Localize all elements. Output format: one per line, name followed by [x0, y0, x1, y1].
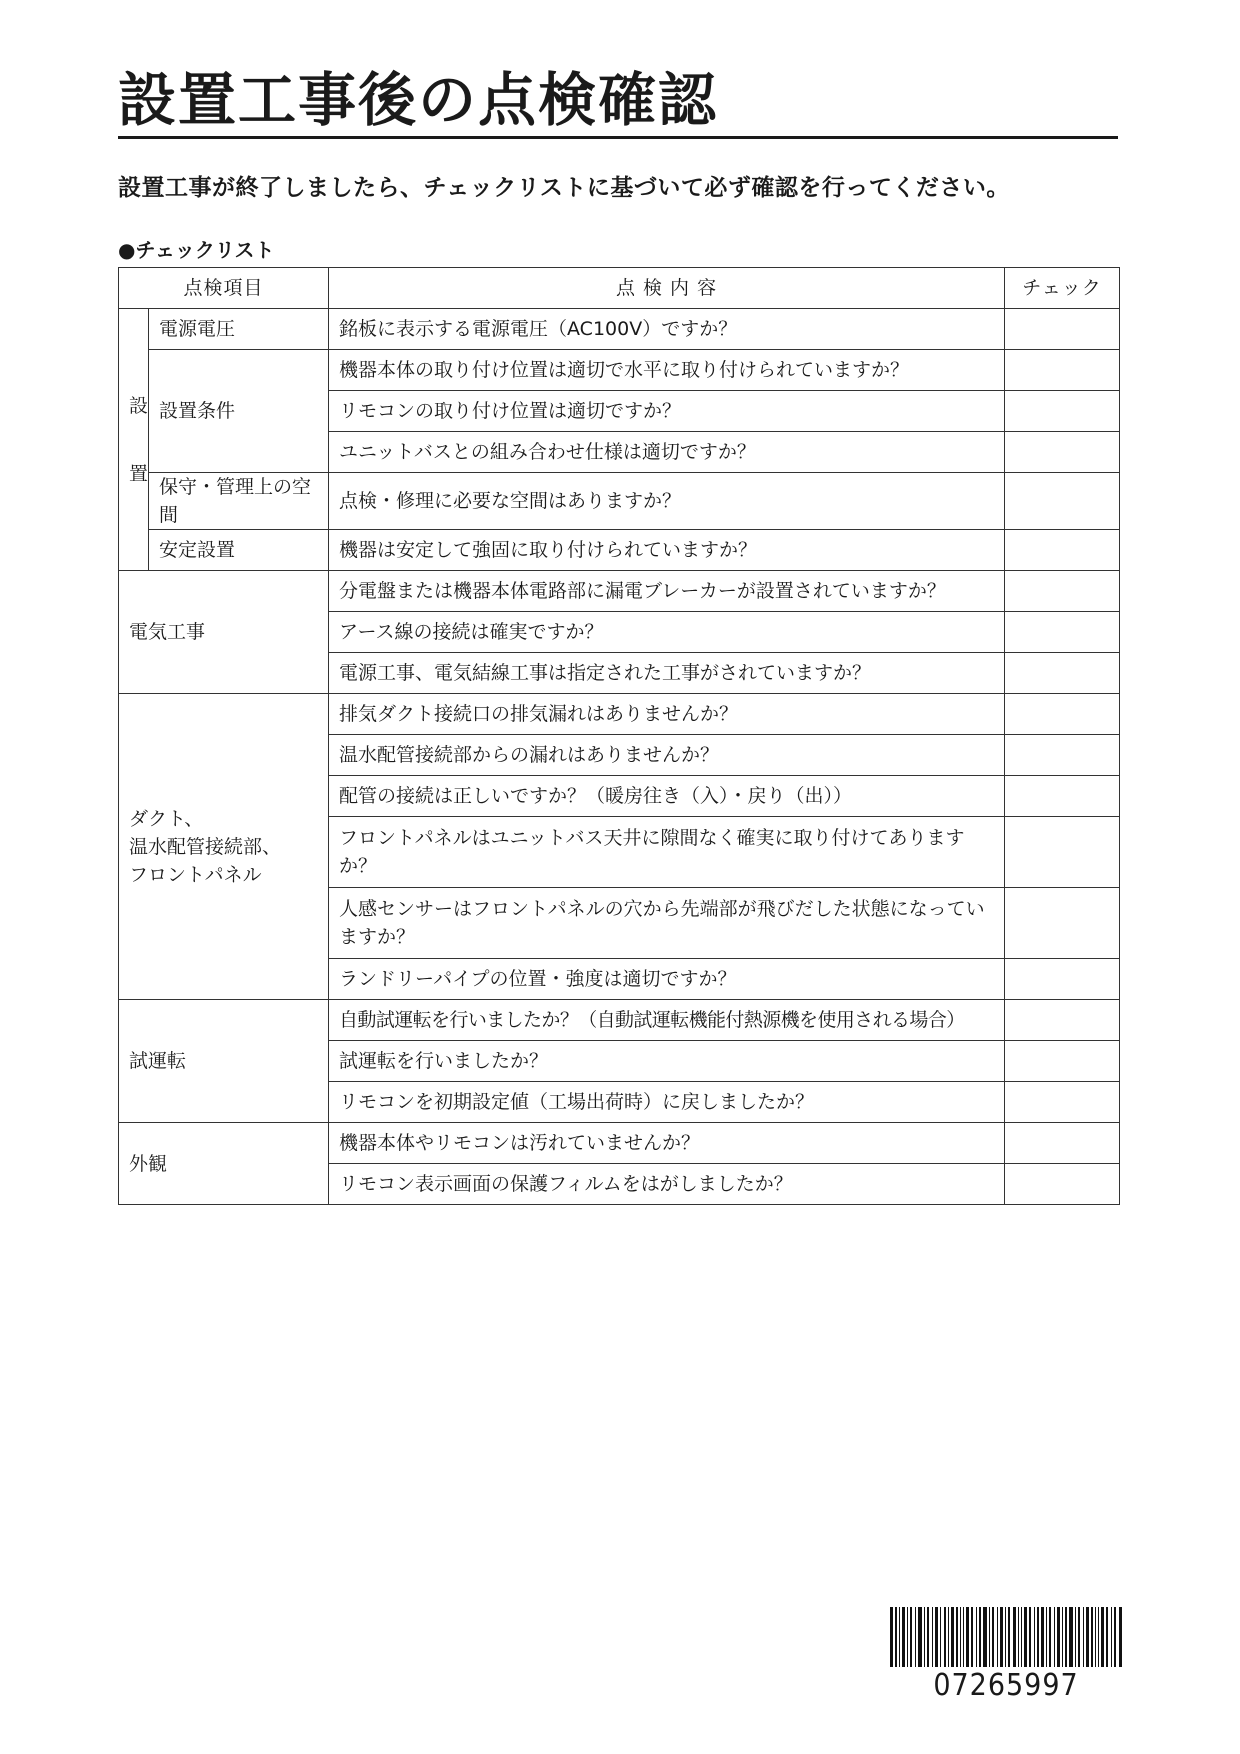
check-item-text: 排気ダクト接続口の排気漏れはありませんか？: [329, 694, 1005, 735]
checklist-table: [118, 267, 1120, 1205]
table-row: [119, 350, 1120, 391]
check-item-text: 電源工事、電気結線工事は指定された工事がされていますか？: [329, 653, 1005, 694]
subcategory-label: 電源電圧: [149, 309, 329, 350]
check-item-text: 機器本体やリモコンは汚れていませんか？: [329, 1123, 1005, 1164]
check-box-cell[interactable]: [1005, 1123, 1120, 1164]
table-row: [119, 1000, 1120, 1041]
check-item-text: 機器は安定して強固に取り付けられていますか？: [329, 530, 1005, 571]
check-box-cell[interactable]: [1005, 1000, 1120, 1041]
category-duct-line: フロントパネル: [129, 863, 262, 886]
table-row: [119, 1123, 1120, 1164]
category-electrical: 電気工事: [119, 571, 329, 694]
check-box-cell[interactable]: [1005, 612, 1120, 653]
check-item-text: 点検・修理に必要な空間はありますか？: [329, 473, 1005, 530]
subcategory-label: 設置条件: [149, 350, 329, 473]
table-row: [119, 473, 1120, 530]
category-duct: [119, 694, 329, 1000]
category-test-run: 試運転: [119, 1000, 329, 1123]
category-duct-line: 温水配管接続部、: [129, 835, 282, 858]
check-item-text: アース線の接続は確実ですか？: [329, 612, 1005, 653]
check-box-cell[interactable]: [1005, 817, 1120, 888]
check-box-cell[interactable]: [1005, 473, 1120, 530]
page-title: 設置工事後の点検確認: [118, 66, 719, 134]
category-appearance: 外観: [119, 1123, 329, 1205]
check-item-text: ランドリーパイプの位置・強度は適切ですか？: [329, 959, 1005, 1000]
check-item-text: 人感センサーはフロントパネルの穴から先端部が飛びだした状態になっていますか？: [329, 888, 1005, 959]
check-item-text: 配管の接続は正しいですか？（暖房往き（入）・戻り（出））: [329, 776, 1005, 817]
check-box-cell[interactable]: [1005, 959, 1120, 1000]
intro-text: 設置工事が終了しましたら、チェックリストに基づいて必ず確認を行ってください。: [118, 175, 1010, 201]
header-item: 点検項目: [119, 268, 329, 309]
check-item-text: 温水配管接続部からの漏れはありませんか？: [329, 735, 1005, 776]
subcategory-label: 保守・管理上の空間: [149, 473, 329, 530]
check-item-text: リモコン表示画面の保護フィルムをはがしましたか？: [329, 1164, 1005, 1205]
check-box-cell[interactable]: [1005, 391, 1120, 432]
category-setting: [119, 309, 149, 571]
category-setting-char: 設: [129, 394, 149, 417]
check-item-text: 分電盤または機器本体電路部に漏電ブレーカーが設置されていますか？: [329, 571, 1005, 612]
check-item-text: リモコンを初期設定値（工場出荷時）に戻しましたか？: [329, 1082, 1005, 1123]
header-check: チェック: [1005, 268, 1120, 309]
check-item-text: 機器本体の取り付け位置は適切で水平に取り付けられていますか？: [329, 350, 1005, 391]
check-box-cell[interactable]: [1005, 735, 1120, 776]
barcode-graphic: [890, 1607, 1122, 1667]
check-box-cell[interactable]: [1005, 653, 1120, 694]
table-row: [119, 694, 1120, 735]
checklist-heading: ●チェックリスト: [118, 238, 275, 262]
check-item-text: 銘板に表示する電源電圧（AC100V）ですか？: [329, 309, 1005, 350]
category-duct-line: ダクト、: [129, 807, 204, 830]
check-box-cell[interactable]: [1005, 888, 1120, 959]
table-header-row: [119, 268, 1120, 309]
check-box-cell[interactable]: [1005, 571, 1120, 612]
check-box-cell[interactable]: [1005, 350, 1120, 391]
check-box-cell[interactable]: [1005, 530, 1120, 571]
check-box-cell[interactable]: [1005, 1082, 1120, 1123]
title-divider: [118, 136, 1118, 139]
check-box-cell[interactable]: [1005, 432, 1120, 473]
check-item-text: 自動試運転を行いましたか？（自動試運転機能付熱源機を使用される場合）: [329, 1000, 1005, 1041]
check-item-text: 試運転を行いましたか？: [329, 1041, 1005, 1082]
table-row: [119, 571, 1120, 612]
check-box-cell[interactable]: [1005, 776, 1120, 817]
check-box-cell[interactable]: [1005, 694, 1120, 735]
check-box-cell[interactable]: [1005, 309, 1120, 350]
check-item-text: フロントパネルはユニットバス天井に隙間なく確実に取り付けてありますか？: [329, 817, 1005, 888]
check-item-text: ユニットバスとの組み合わせ仕様は適切ですか？: [329, 432, 1005, 473]
check-item-text: リモコンの取り付け位置は適切ですか？: [329, 391, 1005, 432]
header-content: 点 検 内 容: [329, 268, 1005, 309]
subcategory-label: 安定設置: [149, 530, 329, 571]
category-setting-char: 置: [129, 462, 149, 485]
check-box-cell[interactable]: [1005, 1041, 1120, 1082]
barcode-number: 07265997: [933, 1668, 1079, 1703]
table-row: [119, 530, 1120, 571]
table-row: [119, 309, 1120, 350]
check-box-cell[interactable]: [1005, 1164, 1120, 1205]
